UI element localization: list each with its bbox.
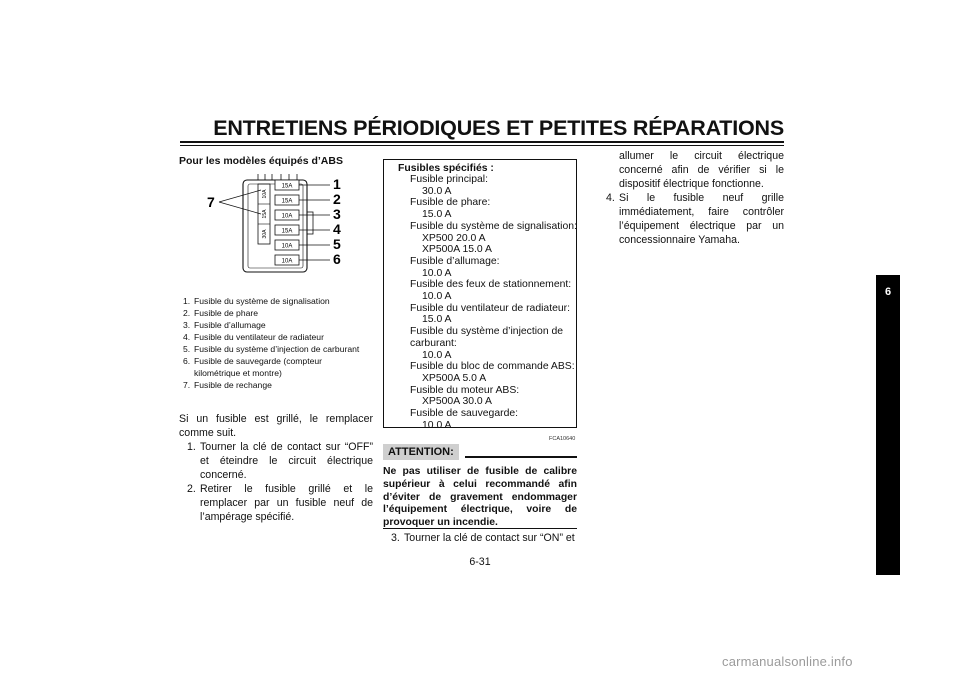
- instructions-block: [179, 412, 373, 524]
- header-rule-thick: [180, 141, 784, 143]
- fuse-label: 15A: [281, 198, 293, 205]
- header-rule-thin: [180, 145, 784, 146]
- spare-fuse-label: 30A: [262, 229, 268, 239]
- fuse-spec-value: 10.0 A: [422, 291, 452, 303]
- instructions-continued: [598, 149, 784, 247]
- fuse-spec-label: Fusible du système d’injection de: [410, 326, 564, 338]
- legend-item: 2. Fusible de phare: [183, 308, 259, 318]
- spare-fuse-label: 10A: [262, 189, 268, 199]
- fuse-slot-6: [275, 255, 299, 265]
- fuse-label: 10A: [281, 243, 293, 250]
- callout-number: 3: [333, 206, 341, 222]
- fuse-slot-4: [275, 225, 299, 235]
- fuse-spec-value: 15.0 A: [422, 209, 452, 221]
- fuse-slot-3: [275, 210, 299, 220]
- fuse-box-illustration: [203, 172, 353, 282]
- fuse-label: 15A: [281, 183, 293, 190]
- caution-code: FCA10640: [549, 436, 576, 442]
- fuse-slot-5: [275, 240, 299, 250]
- callout-number: 1: [333, 176, 341, 192]
- callout-number: 7: [207, 194, 215, 210]
- callout-number: 6: [333, 251, 341, 267]
- spare-fuse-label: 15A: [262, 209, 268, 219]
- fuse-spec-label: Fusible des feux de stationnement:: [410, 279, 572, 291]
- fuse-spec-label: carburant:: [410, 337, 457, 349]
- fuse-label: 10A: [281, 213, 293, 220]
- figure-legend: [183, 295, 363, 391]
- legend-item: 4. Fusible du ventilateur de radiateur: [183, 332, 324, 342]
- step-item: 1. Tourner la clé de contact sur “OFF” et éteindre le circuit électrique concerné.: [187, 441, 373, 481]
- page-title: ENTRETIENS PÉRIODIQUES ET PETITES RÉPARATIONS: [213, 116, 784, 140]
- fuse-spec-label: Fusible du moteur ABS:: [410, 384, 520, 396]
- specified-fuses-list: [410, 174, 580, 431]
- legend-item: 5. Fusible du système d’injection de carburant: [183, 344, 360, 354]
- section-subtitle: Pour les modèles équipés d’ABS: [179, 155, 343, 167]
- chapter-tab-number: 6: [884, 286, 892, 298]
- fuse-slot-1: [275, 180, 299, 190]
- watermark: carmanualsonline.info: [722, 654, 853, 669]
- caution-badge: ATTENTION:: [383, 444, 459, 460]
- fuse-spec-label: Fusible du ventilateur de radiateur:: [410, 302, 570, 314]
- fuse-spec-value: 10.0 A: [422, 349, 452, 361]
- fuse-spec-label: Fusible du système de signalisation:: [410, 220, 577, 232]
- fuse-spec-value: XP500A 30.0 A: [422, 396, 492, 408]
- legend-item: 3. Fusible d’allumage: [183, 320, 266, 330]
- callout-number: 2: [333, 191, 341, 207]
- fuse-spec-value: 10.0 A: [422, 419, 452, 431]
- specified-fuses-title: Fusibles spécifiés :: [398, 163, 494, 174]
- fuse-label: 10A: [281, 258, 293, 265]
- step3-continuation: allumer le circuit électrique concerné afin de vérifier si le dispositif électrique fonctionne.: [619, 150, 784, 190]
- legend-item: 7. Fusible de rechange: [183, 380, 272, 390]
- fuse-spec-label: Fusible de sauvegarde:: [410, 408, 519, 420]
- fuse-spec-value: 30.0 A: [422, 185, 452, 197]
- fuse-label: 15A: [281, 228, 293, 235]
- caution-rule-bottom: [383, 528, 577, 529]
- chapter-tab: [876, 275, 900, 575]
- caution-rule-top: [465, 456, 577, 458]
- fuse-slot-2: [275, 195, 299, 205]
- callout-number: 5: [333, 236, 341, 252]
- step-item: 3. Tourner la clé de contact sur “ON” et: [391, 532, 575, 544]
- fuse-spec-value: XP500A 5.0 A: [422, 372, 487, 384]
- fuse-spec-label: Fusible d’allumage:: [410, 255, 500, 267]
- fuse-spec-value: 15.0 A: [422, 314, 452, 326]
- page-number: 6-31: [469, 556, 491, 568]
- intro-text: Si un fusible est grillé, le remplacer comme suit.: [179, 413, 373, 439]
- fuse-spec-value: 10.0 A: [422, 267, 452, 279]
- fuse-box-diagram: [203, 172, 353, 287]
- fuse-spec-value: XP500 20.0 A: [422, 232, 486, 244]
- fuse-spec-label: Fusible de phare:: [410, 197, 491, 209]
- fuse-spec-label: Fusible du bloc de commande ABS:: [410, 361, 575, 373]
- callout-number: 4: [333, 221, 341, 237]
- step-item: 2. Retirer le fusible grillé et le remplacer par un fusible neuf de l’ampérage spécifié.: [187, 483, 373, 523]
- legend-item: 1. Fusible du système de signalisation: [183, 296, 330, 306]
- step-item: 4. Si le fusible neuf grille immédiatement, faire contrôler l’équipement électrique par un concessionnaire Yamaha.: [606, 192, 784, 246]
- fuse-spec-value: XP500A 15.0 A: [422, 244, 492, 256]
- caution-text: Ne pas utiliser de fusible de calibre supérieur à celui recommandé afin d’éviter de gravement endommager l’équipement électrique, voire de provoquer un incendie.: [383, 466, 577, 529]
- fuse-spec-label: Fusible principal:: [410, 174, 488, 185]
- legend-item: 6. Fusible de sauvegarde (compteur kilométrique et montre): [183, 356, 323, 378]
